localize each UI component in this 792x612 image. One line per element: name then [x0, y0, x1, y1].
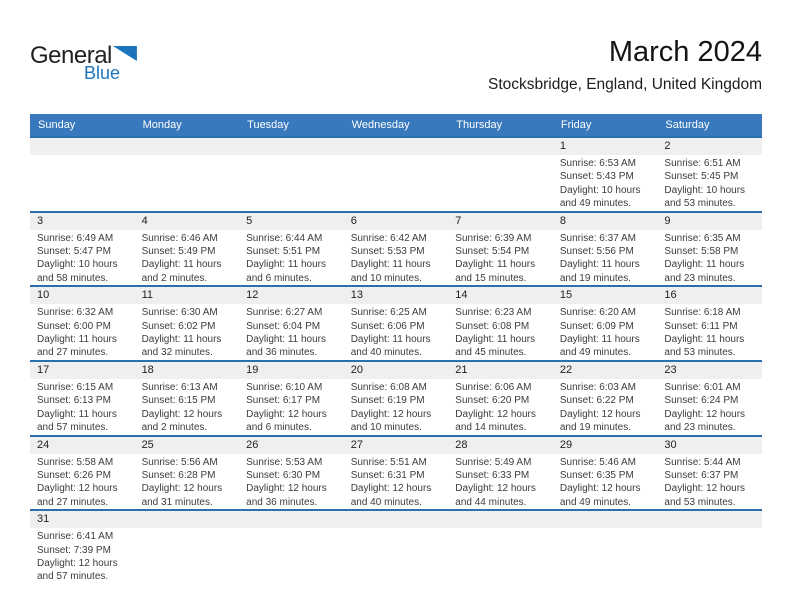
date-strip	[135, 213, 240, 230]
daylight-text: Daylight: 10 hours and 58 minutes.	[37, 259, 118, 284]
sunset-text: Sunset: 5:51 PM	[246, 246, 321, 258]
day-cell	[657, 213, 762, 286]
day-cell	[448, 362, 553, 435]
day-number: 18	[141, 363, 154, 376]
sunset-text: Sunset: 5:53 PM	[350, 246, 425, 258]
day-details	[30, 454, 135, 510]
day-cell	[135, 287, 240, 360]
sunrise-text: Sunrise: 6:18 AM	[664, 307, 741, 319]
sunset-text: Sunset: 5:58 PM	[664, 246, 739, 258]
sunrise-text: Sunrise: 6:13 AM	[141, 381, 218, 393]
day-cell	[657, 138, 762, 211]
day-details	[344, 454, 449, 510]
day-details	[239, 304, 344, 360]
sunrise-text: Sunrise: 6:27 AM	[246, 307, 323, 319]
daylight-text: Daylight: 11 hours and 40 minutes.	[350, 334, 431, 359]
day-number: 17	[37, 363, 50, 376]
date-strip	[448, 362, 553, 379]
daylight-text: Daylight: 11 hours and 6 minutes.	[246, 259, 326, 284]
empty-day-cell	[239, 511, 344, 584]
day-cell	[448, 437, 553, 510]
day-details	[553, 155, 658, 211]
daylight-text: Daylight: 11 hours and 2 minutes.	[141, 259, 222, 284]
day-cell	[448, 213, 553, 286]
day-number: 26	[246, 438, 259, 451]
daylight-text: Daylight: 10 hours and 53 minutes.	[664, 184, 746, 210]
sunset-text: Sunset: 6:04 PM	[246, 320, 321, 332]
day-details	[657, 379, 762, 435]
sunset-text: Sunset: 6:35 PM	[559, 469, 634, 481]
weekday-label-thursday: Thursday	[456, 119, 503, 131]
sunrise-text: Sunrise: 6:39 AM	[455, 232, 532, 244]
day-details	[135, 304, 240, 360]
date-strip	[135, 287, 240, 304]
day-details	[30, 528, 135, 584]
day-details	[448, 230, 553, 286]
sunset-text: Sunset: 6:33 PM	[455, 469, 530, 481]
date-strip	[135, 511, 240, 528]
empty-day-cell	[448, 511, 553, 584]
logo-text-blue: Blue	[84, 63, 121, 83]
day-cell	[135, 362, 240, 435]
date-strip	[30, 437, 135, 454]
day-cell	[30, 287, 135, 360]
sunrise-text: Sunrise: 6:51 AM	[664, 158, 741, 169]
day-number: 15	[559, 289, 573, 302]
sunrise-text: Sunrise: 6:35 AM	[664, 232, 741, 244]
day-cell	[553, 362, 658, 435]
weekday-label-friday: Friday	[560, 119, 592, 131]
sunrise-text: Sunrise: 6:30 AM	[141, 307, 218, 319]
sunset-text: Sunset: 5:43 PM	[559, 171, 634, 183]
date-strip	[344, 287, 449, 304]
sunrise-text: Sunrise: 6:25 AM	[350, 307, 427, 319]
week-row	[30, 211, 762, 286]
sunset-text: Sunset: 6:37 PM	[664, 469, 739, 481]
sunrise-text: Sunrise: 5:44 AM	[664, 456, 741, 468]
day-cell	[657, 437, 762, 510]
day-number: 12	[246, 289, 259, 302]
day-cell	[553, 437, 658, 510]
logo-triangle-icon	[113, 46, 137, 61]
sunset-text: Sunset: 6:11 PM	[664, 320, 738, 332]
weekday-label-tuesday: Tuesday	[247, 119, 289, 131]
date-strip	[657, 511, 762, 528]
day-number: 3	[37, 214, 44, 227]
sunrise-text: Sunrise: 6:06 AM	[455, 381, 532, 393]
empty-day-cell	[553, 511, 658, 584]
sunset-text: Sunset: 6:26 PM	[37, 469, 111, 481]
sunset-text: Sunset: 5:49 PM	[141, 246, 216, 258]
day-cell	[135, 213, 240, 286]
date-strip	[344, 213, 449, 230]
day-number: 11	[141, 289, 153, 302]
week-row	[30, 285, 762, 360]
day-number: 21	[455, 363, 468, 376]
daylight-text: Daylight: 12 hours and 10 minutes.	[350, 408, 432, 434]
day-number: 9	[664, 214, 671, 227]
day-details	[448, 454, 553, 510]
day-details	[30, 379, 135, 435]
day-number: 30	[664, 438, 677, 451]
date-strip	[657, 437, 762, 454]
sunrise-text: Sunrise: 6:42 AM	[350, 232, 427, 244]
sunset-text: Sunset: 5:45 PM	[664, 171, 739, 183]
day-details	[135, 454, 240, 510]
date-strip	[448, 138, 553, 155]
day-details	[135, 379, 240, 435]
day-details	[657, 155, 762, 211]
day-details	[239, 379, 344, 435]
empty-day-cell	[344, 511, 449, 584]
day-number: 25	[141, 438, 154, 451]
day-number: 10	[37, 289, 50, 302]
date-strip	[553, 287, 658, 304]
empty-day-cell	[30, 138, 135, 211]
daylight-text: Daylight: 12 hours and 27 minutes.	[37, 483, 118, 508]
empty-day-cell	[657, 511, 762, 584]
sunrise-text: Sunrise: 6:23 AM	[455, 307, 532, 319]
weekday-header-row	[30, 114, 762, 136]
date-strip	[239, 511, 344, 528]
empty-day-cell	[239, 138, 344, 211]
day-details	[30, 230, 135, 286]
day-details	[344, 230, 449, 286]
sunrise-text: Sunrise: 6:03 AM	[559, 381, 636, 393]
day-details	[657, 230, 762, 286]
day-cell	[553, 287, 658, 360]
week-row	[30, 136, 762, 211]
day-number: 22	[559, 363, 573, 376]
logo-text-general: General	[30, 42, 112, 69]
date-strip	[448, 213, 553, 230]
date-strip	[239, 362, 344, 379]
week-row	[30, 360, 762, 435]
day-cell	[135, 437, 240, 510]
sunrise-text: Sunrise: 5:53 AM	[246, 456, 323, 468]
date-strip	[344, 511, 449, 528]
empty-day-cell	[135, 138, 240, 211]
sunrise-text: Sunrise: 6:10 AM	[246, 381, 323, 393]
sunrise-text: Sunrise: 6:53 AM	[559, 158, 636, 169]
day-cell	[30, 362, 135, 435]
date-strip	[135, 437, 240, 454]
date-strip	[239, 437, 344, 454]
day-details	[553, 230, 658, 286]
sunrise-text: Sunrise: 6:08 AM	[350, 381, 427, 393]
day-details	[344, 379, 449, 435]
date-strip	[30, 362, 135, 379]
day-details	[553, 454, 658, 510]
daylight-text: Daylight: 11 hours and 15 minutes.	[455, 259, 536, 284]
day-number: 16	[664, 289, 677, 302]
sunrise-text: Sunrise: 6:20 AM	[559, 307, 636, 319]
daylight-text: Daylight: 12 hours and 31 minutes.	[141, 483, 223, 508]
day-number: 19	[246, 363, 259, 376]
week-row	[30, 435, 762, 510]
sunset-text: Sunset: 6:20 PM	[455, 395, 530, 407]
sunset-text: Sunset: 6:08 PM	[455, 320, 530, 332]
sunrise-text: Sunrise: 6:44 AM	[246, 232, 323, 244]
daylight-text: Daylight: 12 hours and 23 minutes.	[664, 408, 746, 434]
date-strip	[553, 138, 658, 155]
day-cell	[30, 213, 135, 286]
date-strip	[239, 213, 344, 230]
day-details	[239, 454, 344, 510]
date-strip	[30, 138, 135, 155]
day-cell	[657, 287, 762, 360]
daylight-text: Daylight: 11 hours and 23 minutes.	[664, 259, 745, 284]
date-strip	[344, 437, 449, 454]
daylight-text: Daylight: 11 hours and 45 minutes.	[455, 334, 536, 359]
sunrise-text: Sunrise: 6:37 AM	[559, 232, 636, 244]
sunset-text: Sunset: 6:13 PM	[37, 395, 111, 407]
sunset-text: Sunset: 5:56 PM	[559, 246, 634, 258]
date-strip	[553, 437, 658, 454]
date-strip	[553, 511, 658, 528]
day-details	[135, 230, 240, 286]
date-strip	[239, 138, 344, 155]
date-strip	[30, 287, 135, 304]
day-details	[553, 304, 658, 360]
weekday-label-saturday: Saturday	[665, 119, 710, 131]
date-strip	[657, 362, 762, 379]
day-cell	[344, 437, 449, 510]
sunset-text: Sunset: 6:19 PM	[350, 395, 425, 407]
page-title: March 2024	[608, 36, 762, 68]
day-number: 6	[350, 214, 357, 227]
sunrise-text: Sunrise: 5:51 AM	[350, 456, 427, 468]
daylight-text: Daylight: 12 hours and 57 minutes.	[37, 557, 118, 583]
day-details	[657, 454, 762, 510]
day-number: 5	[246, 214, 253, 227]
sunrise-text: Sunrise: 5:58 AM	[37, 456, 114, 468]
day-number: 4	[141, 214, 148, 227]
daylight-text: Daylight: 11 hours and 32 minutes.	[141, 334, 222, 359]
sunrise-text: Sunrise: 6:46 AM	[141, 232, 218, 244]
date-strip	[344, 362, 449, 379]
day-number: 14	[455, 289, 468, 302]
sunset-text: Sunset: 5:54 PM	[455, 246, 530, 258]
date-strip	[657, 138, 762, 155]
sunset-text: Sunset: 6:28 PM	[141, 469, 216, 481]
day-cell	[239, 362, 344, 435]
sunset-text: Sunset: 6:30 PM	[246, 469, 321, 481]
sunrise-text: Sunrise: 5:56 AM	[141, 456, 218, 468]
daylight-text: Daylight: 12 hours and 44 minutes.	[455, 483, 536, 508]
day-details	[553, 379, 658, 435]
day-number: 27	[350, 438, 363, 451]
day-cell	[239, 213, 344, 286]
day-details	[448, 304, 553, 360]
sunrise-text: Sunrise: 6:49 AM	[37, 232, 114, 244]
day-details	[657, 304, 762, 360]
calendar-grid	[30, 136, 762, 584]
day-details	[239, 230, 344, 286]
empty-day-cell	[448, 138, 553, 211]
day-number: 8	[559, 214, 566, 227]
daylight-text: Daylight: 10 hours and 49 minutes.	[559, 184, 641, 210]
daylight-text: Daylight: 11 hours and 57 minutes.	[37, 408, 117, 434]
daylight-text: Daylight: 11 hours and 27 minutes.	[37, 334, 117, 359]
sunrise-text: Sunrise: 6:01 AM	[664, 381, 741, 393]
day-cell	[30, 437, 135, 510]
sunset-text: Sunset: 6:24 PM	[664, 395, 739, 407]
day-number: 28	[455, 438, 468, 451]
daylight-text: Daylight: 12 hours and 36 minutes.	[246, 483, 327, 508]
day-number: 29	[559, 438, 573, 451]
date-strip	[344, 138, 449, 155]
day-cell	[239, 437, 344, 510]
date-strip	[30, 213, 135, 230]
sunset-text: Sunset: 6:22 PM	[559, 395, 634, 407]
day-cell	[344, 362, 449, 435]
date-strip	[448, 511, 553, 528]
day-number: 20	[350, 363, 363, 376]
daylight-text: Daylight: 12 hours and 40 minutes.	[350, 483, 432, 508]
day-number: 24	[37, 438, 50, 451]
date-strip	[30, 511, 135, 528]
day-cell	[448, 287, 553, 360]
sunset-text: Sunset: 6:31 PM	[350, 469, 425, 481]
weekday-label-wednesday: Wednesday	[351, 119, 410, 131]
day-cell	[344, 287, 449, 360]
day-cell	[344, 213, 449, 286]
daylight-text: Daylight: 12 hours and 2 minutes.	[141, 408, 223, 434]
sunset-text: Sunset: 6:02 PM	[141, 320, 216, 332]
page-header	[30, 36, 762, 98]
day-cell	[30, 511, 135, 584]
day-details	[448, 379, 553, 435]
date-strip	[239, 287, 344, 304]
general-blue-logo	[30, 36, 137, 82]
daylight-text: Daylight: 12 hours and 53 minutes.	[664, 483, 746, 508]
date-strip	[135, 138, 240, 155]
sunset-text: Sunset: 6:06 PM	[350, 320, 425, 332]
date-strip	[553, 362, 658, 379]
day-number: 23	[664, 363, 677, 376]
daylight-text: Daylight: 12 hours and 49 minutes.	[559, 483, 641, 508]
daylight-text: Daylight: 11 hours and 36 minutes.	[246, 334, 326, 359]
date-strip	[553, 213, 658, 230]
day-number: 2	[664, 140, 671, 152]
sunrise-text: Sunrise: 5:49 AM	[455, 456, 532, 468]
sunrise-text: Sunrise: 6:32 AM	[37, 307, 114, 319]
day-details	[344, 304, 449, 360]
weekday-label-monday: Monday	[142, 119, 182, 131]
day-number: 1	[559, 140, 566, 152]
daylight-text: Daylight: 11 hours and 49 minutes.	[559, 334, 640, 359]
date-strip	[448, 287, 553, 304]
daylight-text: Daylight: 12 hours and 6 minutes.	[246, 408, 327, 434]
daylight-text: Daylight: 12 hours and 19 minutes.	[559, 408, 641, 434]
sunset-text: Sunset: 6:15 PM	[141, 395, 216, 407]
sunset-text: Sunset: 7:39 PM	[37, 544, 111, 556]
sunset-text: Sunset: 6:00 PM	[37, 320, 111, 332]
week-row	[30, 509, 762, 584]
daylight-text: Daylight: 11 hours and 53 minutes.	[664, 334, 745, 359]
date-strip	[657, 213, 762, 230]
date-strip	[448, 437, 553, 454]
weekday-label-sunday: Sunday	[38, 119, 76, 131]
empty-day-cell	[344, 138, 449, 211]
day-number: 13	[350, 289, 363, 302]
sunrise-text: Sunrise: 5:46 AM	[559, 456, 636, 468]
daylight-text: Daylight: 11 hours and 10 minutes.	[350, 259, 431, 284]
empty-day-cell	[135, 511, 240, 584]
date-strip	[135, 362, 240, 379]
date-strip	[657, 287, 762, 304]
day-number: 7	[455, 214, 462, 227]
sunrise-text: Sunrise: 6:41 AM	[37, 531, 114, 543]
day-cell	[553, 213, 658, 286]
day-cell	[657, 362, 762, 435]
daylight-text: Daylight: 11 hours and 19 minutes.	[559, 259, 640, 284]
daylight-text: Daylight: 12 hours and 14 minutes.	[455, 408, 536, 434]
day-number: 31	[37, 513, 50, 526]
sunrise-text: Sunrise: 6:15 AM	[37, 381, 114, 393]
day-details	[30, 304, 135, 360]
page-subtitle: Stocksbridge, England, United Kingdom	[488, 76, 762, 93]
sunset-text: Sunset: 5:47 PM	[37, 246, 111, 258]
sunset-text: Sunset: 6:17 PM	[246, 395, 321, 407]
sunset-text: Sunset: 6:09 PM	[559, 320, 634, 332]
day-cell	[239, 287, 344, 360]
day-cell	[553, 138, 658, 211]
